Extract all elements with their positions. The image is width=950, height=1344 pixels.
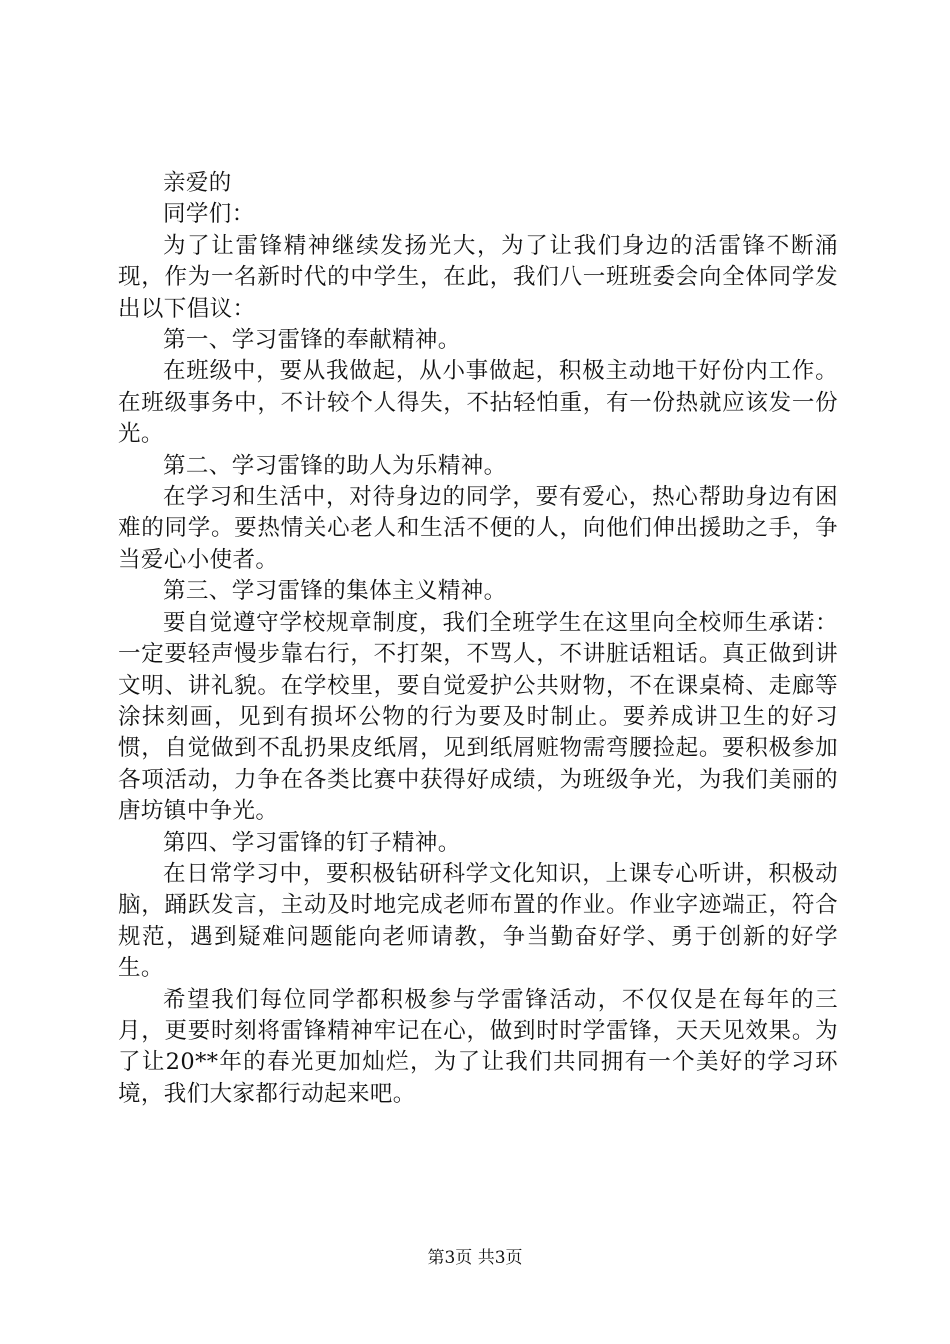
paragraph-intro: 为了让雷锋精神继续发扬光大，为了让我们身边的活雷锋不断涌现，作为一名新时代的中学生，在此，我们八一班班委会向全体同学发出以下倡议： <box>118 232 838 322</box>
paragraph-closing: 希望我们每位同学都积极参与学雷锋活动，不仅仅是在每年的三月，更要时刻将雷锋精神牢记在心，做到时时学雷锋，天天见效果。为了让20**年的春光更加灿烂，为了让我们共同拥有一个美好的学习环境，我们大家都行动起来吧。 <box>118 986 838 1107</box>
heading-fourth: 第四、学习雷锋的钉子精神。 <box>163 829 461 856</box>
page-number-footer: 第3页 共3页 <box>427 1248 523 1268</box>
heading-second: 第二、学习雷锋的助人为乐精神。 <box>163 452 507 479</box>
salutation-line-1: 亲爱的 <box>163 170 232 196</box>
paragraph-second: 在学习和生活中，对待身边的同学，要有爱心，热心帮助身边有困难的同学。要热情关心老人和生活不便的人，向他们伸出援助之手，争当爱心小使者。 <box>118 484 838 573</box>
paragraph-fourth: 在日常学习中，要积极钻研科学文化知识，上课专心听讲，积极动脑，踊跃发言，主动及时地完成老师布置的作业。作业字迹端正，符合规范，遇到疑难问题能向老师请教，争当勤奋好学、勇于创新的好学生。 <box>118 860 838 982</box>
heading-third: 第三、学习雷锋的集体主义精神。 <box>163 578 507 605</box>
paragraph-first: 在班级中，要从我做起，从小事做起，积极主动地干好份内工作。在班级事务中，不计较个人得失，不拈轻怕重，有一份热就应该发一份光。 <box>118 358 838 448</box>
paragraph-third: 要自觉遵守学校规章制度，我们全班学生在这里向全校师生承诺：一定要轻声慢步靠右行，不打架，不骂人，不讲脏话粗话。真正做到讲文明、讲礼貌。在学校里，要自觉爱护公共财物，不在课桌椅、走廊等涂抹刻画，见到有损坏公物的行为要及时制止。要养成讲卫生的好习惯，自觉做到不乱扔果皮纸屑，见到纸屑赃物需弯腰捡起。要积极参加各项活动，力争在各类比赛中获得好成绩，为班级争光，为我们美丽的唐坊镇中争光。 <box>118 609 838 825</box>
salutation-line-2: 同学们： <box>163 201 255 228</box>
document-body <box>118 168 838 1110</box>
heading-first: 第一、学习雷锋的奉献精神。 <box>163 327 461 354</box>
